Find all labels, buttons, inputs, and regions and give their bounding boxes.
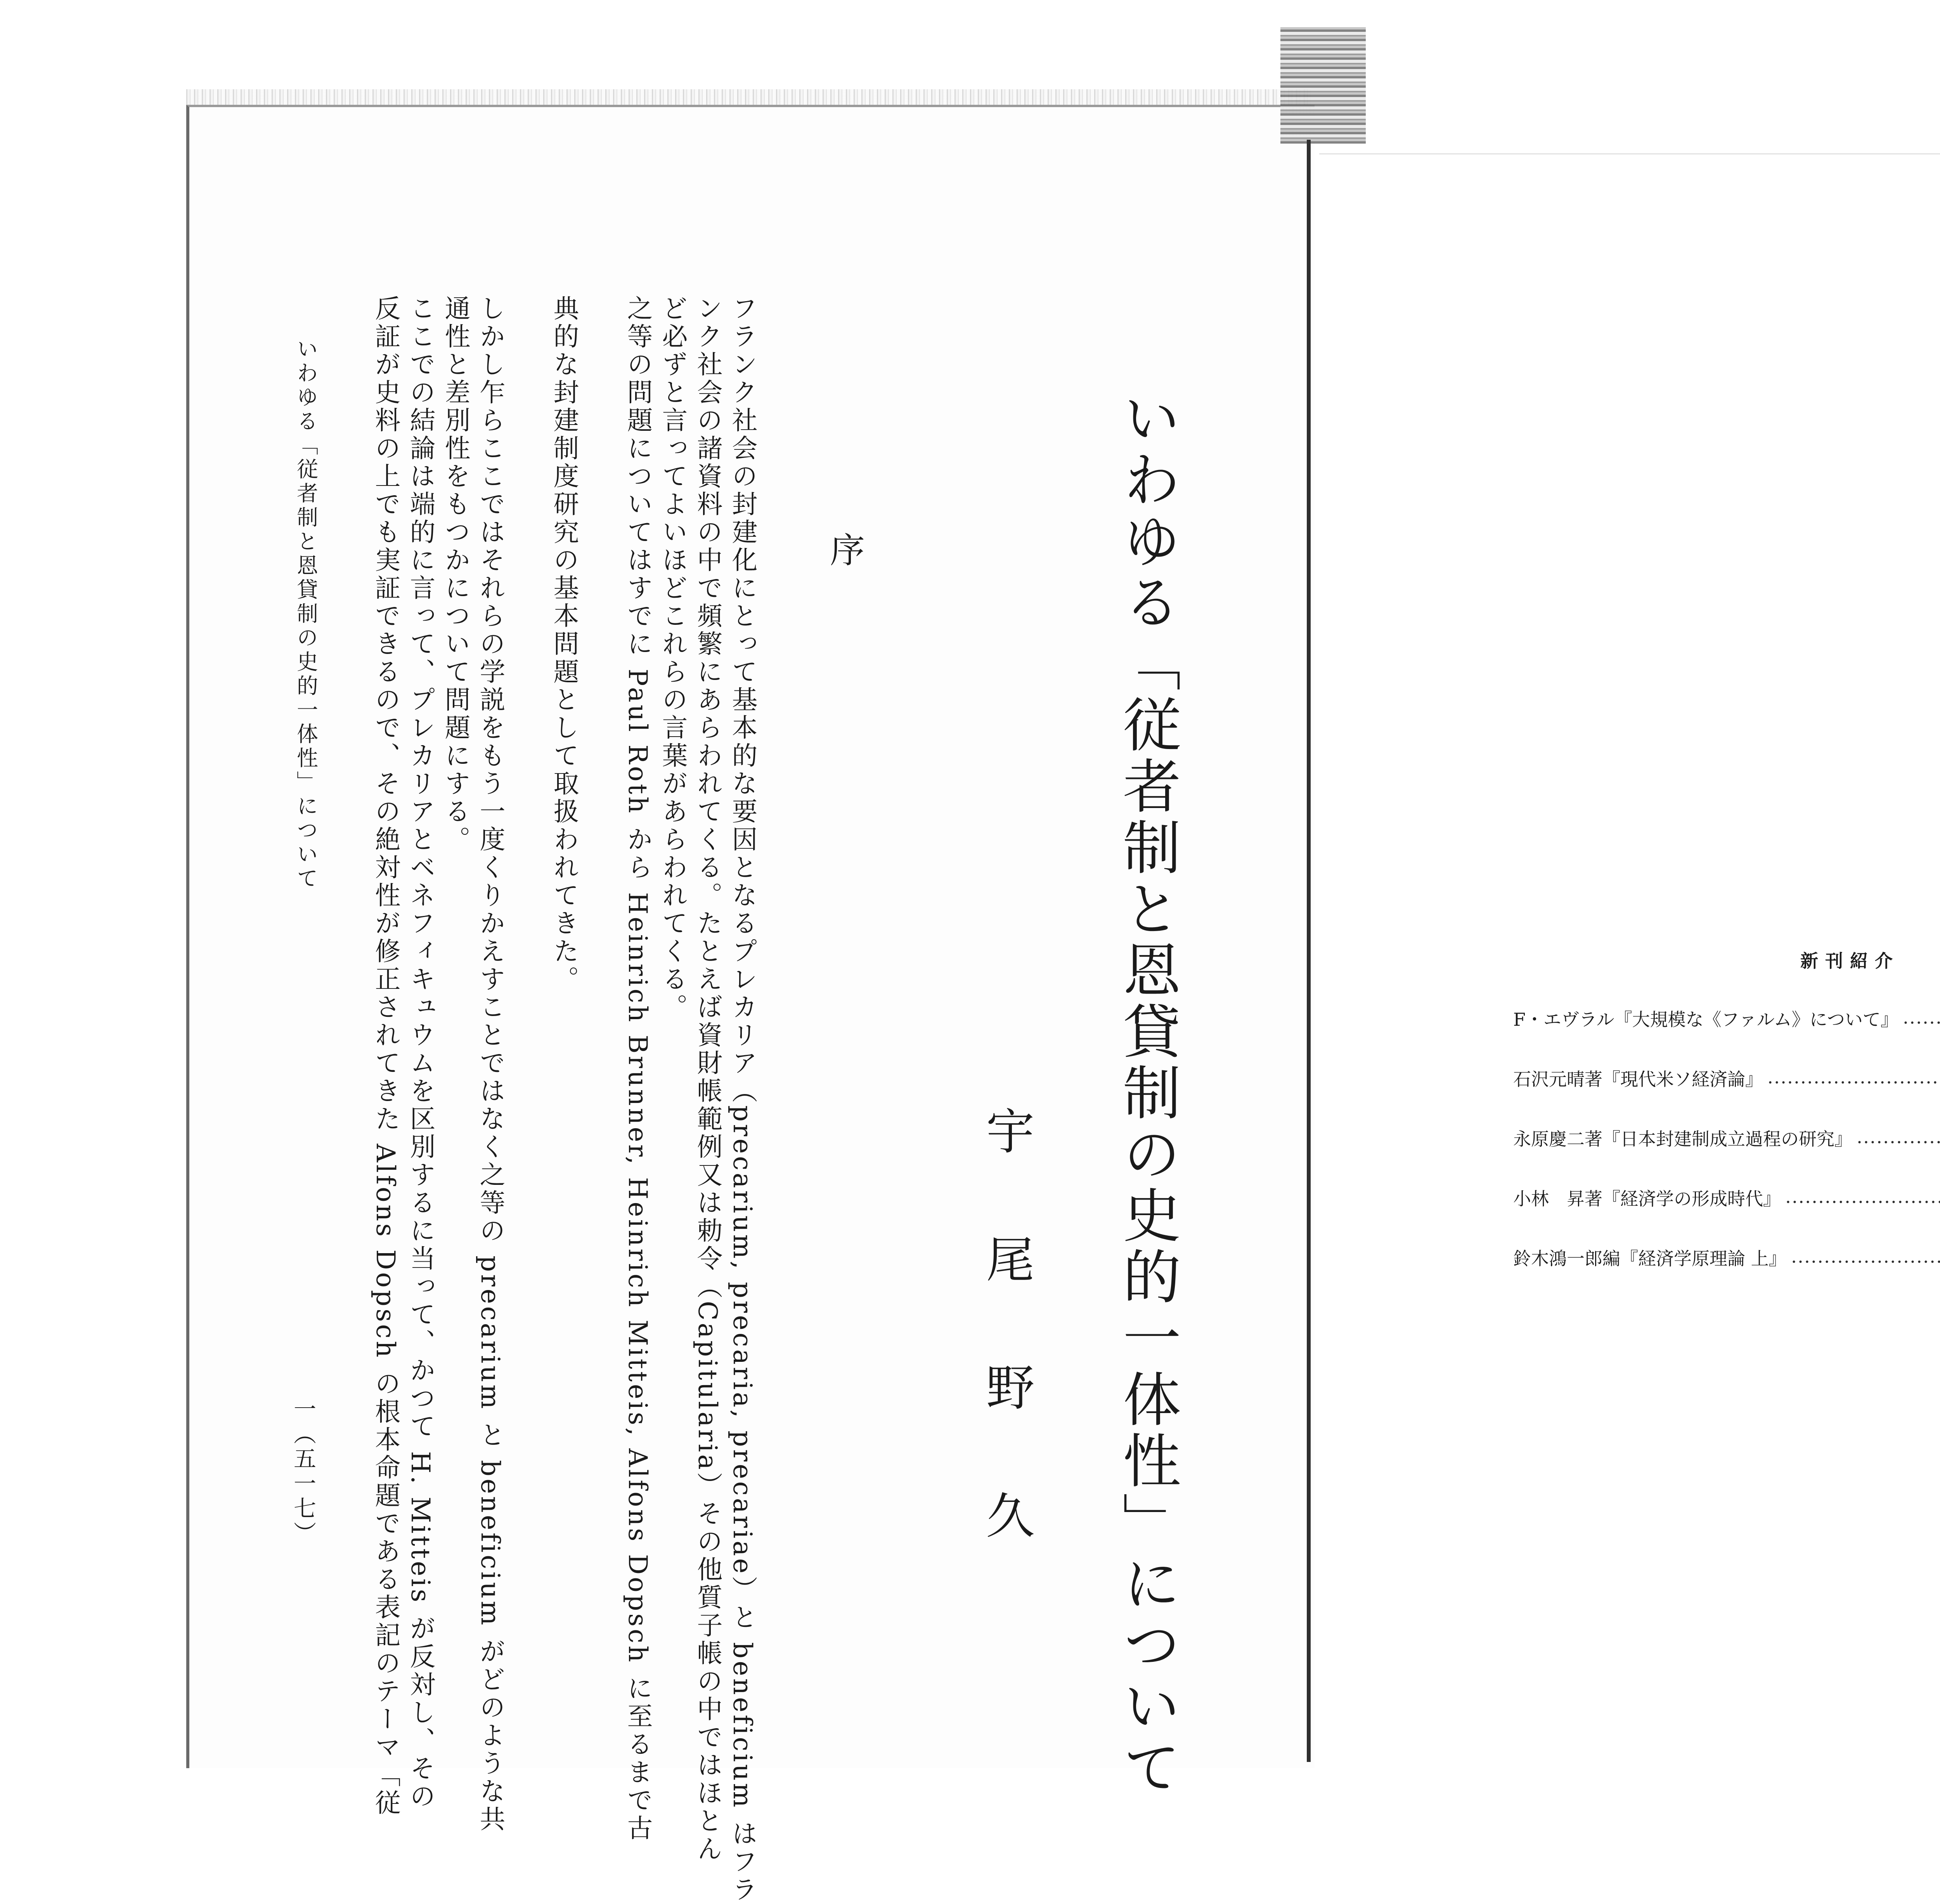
body-column: フランク社会の封建化にとって基本的な要因となるプレカリア（precarium, precaria, precariae）と beneficium はフラ: [728, 295, 757, 1904]
review-book-title: F・エヴラル『大規模な《ファルム》について』: [1513, 1009, 1898, 1030]
dot-leader: [1856, 1141, 1940, 1144]
dot-leader: [1791, 1260, 1940, 1263]
review-entry: [1513, 1245, 1940, 1270]
article-author: 宇尾野久: [978, 1106, 1034, 1618]
body-column: 典的な封建制度研究の基本問題として取扱われてきた。: [549, 295, 579, 994]
review-entry: [1513, 1006, 1940, 1031]
right-page-edge-top: [1319, 153, 1940, 154]
review-book-title: 小林 昇著『経済学の形成時代』: [1513, 1188, 1781, 1209]
scan-corner-artifact: [1280, 27, 1366, 144]
book-gutter: [1307, 140, 1311, 1762]
running-header: いわゆる「従者制と恩貸制の史的一体性」について: [293, 338, 318, 891]
review-book-title: 石沢元晴著『現代米ソ経済論』: [1513, 1069, 1763, 1090]
article-title: いわゆる「従者制と恩貸制の史的一体性」について: [1113, 388, 1180, 1798]
review-entry: [1513, 1125, 1940, 1150]
review-book-title: 永原慶二著『日本封建制成立過程の研究』: [1513, 1129, 1852, 1150]
dot-leader: [1767, 1081, 1940, 1084]
body-column: しかし乍らここではそれらの学説をもう一度くりかえすことではなく之等の precarium と beneficium がどのような共: [475, 295, 505, 1834]
section-heading: 序: [824, 532, 864, 567]
body-column: ンク社会の諸資料の中で頻繁にあらわれてくる。たとえば資財帳範例又は勅令（Capitularia）その他質子帳の中ではほとん: [693, 295, 722, 1863]
dot-leader: [1902, 1021, 1940, 1024]
page-number: 一（五一七）: [290, 1397, 316, 1546]
body-column: 通性と差別性をもつかについて問題にする。: [440, 295, 470, 854]
new-publications-heading: 新刊紹介: [1800, 950, 1900, 971]
review-entry: [1513, 1066, 1940, 1091]
body-column: ど必ずと言ってよいほどこれらの言葉があらわれてくる。: [658, 295, 688, 1021]
dot-leader: [1785, 1200, 1940, 1203]
body-column: 反証が史料の上でも実証できるので、その絶対性が修正されてきた Alfons Dopsch の根本命題である表記のテーマ「従: [371, 295, 400, 1817]
review-entry: [1513, 1185, 1940, 1210]
review-book-title: 鈴木鴻一郎編『経済学原理論 上』: [1513, 1248, 1787, 1269]
body-column: ここでの結論は端的に言って、プレカリアとベネフィキュウムを区別するに当って、かつて H. Mitteis が反対し、その: [405, 295, 435, 1811]
body-column: 之等の問題についてはすでに Paul Roth から Heinrich Brunner, Heinrich Mitteis, Alfons Dopsch に至るまで古: [623, 295, 653, 1843]
